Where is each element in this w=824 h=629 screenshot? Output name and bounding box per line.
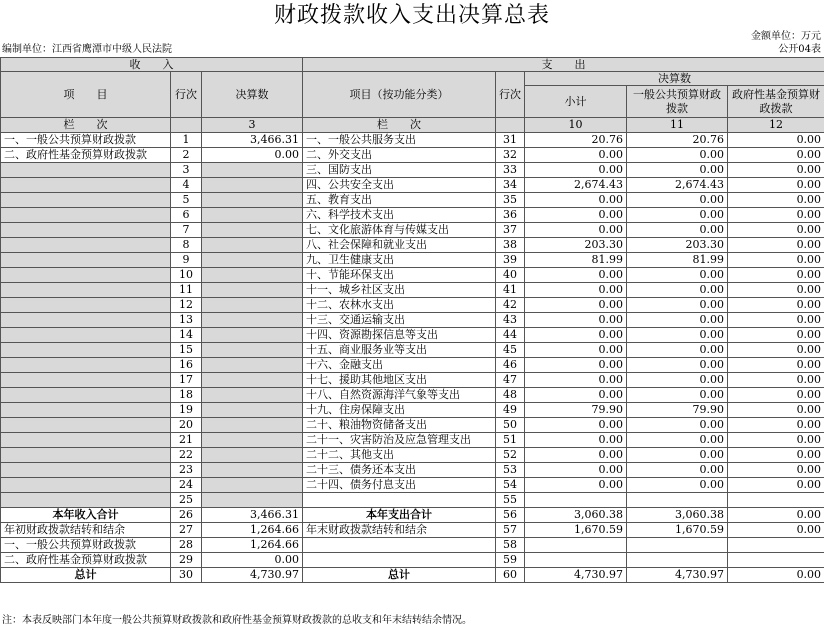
- general-budget-cell: 0.00: [627, 163, 728, 178]
- table-row: [1, 208, 824, 223]
- income-item-cell: [1, 283, 171, 298]
- income-amount-cell: 1,264.66: [202, 538, 303, 553]
- general-budget-cell: [627, 538, 728, 553]
- gov-fund-cell: 0.00: [728, 568, 824, 583]
- col-11-label: 11: [627, 118, 728, 133]
- income-line-cell: 3: [171, 163, 202, 178]
- income-item-cell: 一、一般公共预算财政拨款: [1, 538, 171, 553]
- income-line-cell: 12: [171, 298, 202, 313]
- col-10-label: 10: [525, 118, 627, 133]
- income-item-cell: 一、一般公共预算财政拨款: [1, 133, 171, 148]
- expense-line-cell: 36: [496, 208, 525, 223]
- income-amount-cell: [202, 358, 303, 373]
- gov-fund-cell: 0.00: [728, 508, 824, 523]
- subtotal-cell: 0.00: [525, 283, 627, 298]
- table-row: [1, 283, 824, 298]
- table-row: [1, 328, 824, 343]
- expense-line-cell: 40: [496, 268, 525, 283]
- income-amount-cell: [202, 388, 303, 403]
- expense-line-cell: 45: [496, 343, 525, 358]
- general-budget-cell: 0.00: [627, 373, 728, 388]
- table-row: [1, 178, 824, 193]
- general-budget-cell: 0.00: [627, 463, 728, 478]
- expense-item-cell: 二十四、债务付息支出: [303, 478, 496, 493]
- income-amount-cell: 1,264.66: [202, 523, 303, 538]
- income-amount-cell: [202, 493, 303, 508]
- table-row: [1, 493, 824, 508]
- expense-item-cell: [303, 553, 496, 568]
- table-row: [1, 223, 824, 238]
- table-row: [1, 433, 824, 448]
- expense-line-header: 行次: [496, 72, 525, 118]
- subtotal-cell: 0.00: [525, 148, 627, 163]
- general-budget-cell: 0.00: [627, 298, 728, 313]
- income-line-cell: 8: [171, 238, 202, 253]
- subtotal-cell: 0.00: [525, 358, 627, 373]
- subtotal-cell: 0.00: [525, 208, 627, 223]
- subtotal-cell: 0.00: [525, 373, 627, 388]
- income-line-cell: 15: [171, 343, 202, 358]
- expense-line-cell: 60: [496, 568, 525, 583]
- table-row: [1, 163, 824, 178]
- income-amount-cell: [202, 253, 303, 268]
- expense-item-cell: 十、节能环保支出: [303, 268, 496, 283]
- gov-fund-cell: 0.00: [728, 388, 824, 403]
- income-line-cell: 10: [171, 268, 202, 283]
- gov-fund-cell: 0.00: [728, 343, 824, 358]
- expense-item-cell: 本年支出合计: [303, 508, 496, 523]
- gov-fund-cell: [728, 538, 824, 553]
- table-row: [1, 553, 824, 568]
- expense-item-cell: 九、卫生健康支出: [303, 253, 496, 268]
- table-row: [1, 268, 824, 283]
- gov-fund-cell: 0.00: [728, 313, 824, 328]
- income-amount-header: 决算数: [202, 72, 303, 118]
- subtotal-cell: 79.90: [525, 403, 627, 418]
- subtotal-cell: [525, 538, 627, 553]
- gov-fund-cell: 0.00: [728, 418, 824, 433]
- income-item-cell: [1, 193, 171, 208]
- expense-line-cell: 39: [496, 253, 525, 268]
- expense-line-cell: 41: [496, 283, 525, 298]
- general-budget-cell: 0.00: [627, 283, 728, 298]
- income-amount-cell: [202, 313, 303, 328]
- general-budget-cell: 0.00: [627, 313, 728, 328]
- gov-fund-cell: [728, 493, 824, 508]
- expense-item-header: 项目（按功能分类）: [303, 72, 496, 118]
- table-row: [1, 508, 824, 523]
- general-budget-cell: 4,730.97: [627, 568, 728, 583]
- expense-item-cell: 二十一、灾害防治及应急管理支出: [303, 433, 496, 448]
- gov-fund-cell: 0.00: [728, 403, 824, 418]
- income-amount-cell: [202, 208, 303, 223]
- income-item-cell: [1, 448, 171, 463]
- table-row: [1, 148, 824, 163]
- subtotal-header: 小计: [525, 86, 627, 118]
- gov-fund-cell: 0.00: [728, 523, 824, 538]
- gov-fund-cell: 0.00: [728, 478, 824, 493]
- expense-item-cell: 十六、金融支出: [303, 358, 496, 373]
- income-amount-cell: 0.00: [202, 148, 303, 163]
- gov-fund-cell: 0.00: [728, 448, 824, 463]
- income-amount-cell: [202, 193, 303, 208]
- table-row: [1, 358, 824, 373]
- expense-line-cell: 49: [496, 403, 525, 418]
- gov-fund-cell: 0.00: [728, 193, 824, 208]
- income-amount-cell: [202, 478, 303, 493]
- income-item-cell: [1, 403, 171, 418]
- gov-fund-header: 政府性基金预算财政拨款: [728, 86, 824, 118]
- general-budget-cell: [627, 493, 728, 508]
- income-amount-cell: [202, 283, 303, 298]
- gov-fund-cell: 0.00: [728, 463, 824, 478]
- table-row: [1, 193, 824, 208]
- income-amount-cell: [202, 238, 303, 253]
- subtotal-cell: 0.00: [525, 328, 627, 343]
- table-row: [1, 388, 824, 403]
- income-item-cell: [1, 433, 171, 448]
- general-budget-cell: 0.00: [627, 343, 728, 358]
- expense-item-cell: 二十二、其他支出: [303, 448, 496, 463]
- general-budget-cell: 0.00: [627, 358, 728, 373]
- income-line-cell: 19: [171, 403, 202, 418]
- income-item-cell: [1, 463, 171, 478]
- income-item-cell: [1, 268, 171, 283]
- subtotal-cell: 4,730.97: [525, 568, 627, 583]
- expense-line-cell: 55: [496, 493, 525, 508]
- income-item-cell: 本年收入合计: [1, 508, 171, 523]
- expense-item-cell: 五、教育支出: [303, 193, 496, 208]
- gov-fund-cell: 0.00: [728, 328, 824, 343]
- gov-fund-cell: 0.00: [728, 283, 824, 298]
- income-amount-cell: [202, 163, 303, 178]
- expense-item-cell: [303, 493, 496, 508]
- income-line-header: 行次: [171, 72, 202, 118]
- income-item-cell: 年初财政拨款结转和结余: [1, 523, 171, 538]
- subtotal-cell: 0.00: [525, 313, 627, 328]
- income-line-cell: 11: [171, 283, 202, 298]
- income-line-cell: 6: [171, 208, 202, 223]
- gov-fund-cell: 0.00: [728, 163, 824, 178]
- expense-line-cell: 33: [496, 163, 525, 178]
- gov-fund-cell: 0.00: [728, 433, 824, 448]
- table-row: [1, 373, 824, 388]
- expense-line-cell: 42: [496, 298, 525, 313]
- subtotal-cell: 0.00: [525, 463, 627, 478]
- income-item-cell: [1, 328, 171, 343]
- expense-line-cell: 35: [496, 193, 525, 208]
- table-row: [1, 523, 824, 538]
- income-item-cell: 二、政府性基金预算财政拨款: [1, 148, 171, 163]
- expense-item-cell: 十七、援助其他地区支出: [303, 373, 496, 388]
- table-row: [1, 343, 824, 358]
- income-item-cell: [1, 253, 171, 268]
- expense-line-cell: 34: [496, 178, 525, 193]
- table-row: [1, 238, 824, 253]
- income-line-cell: 17: [171, 373, 202, 388]
- expense-section-header: 支 出: [303, 58, 824, 72]
- general-budget-cell: 0.00: [627, 418, 728, 433]
- income-line-cell: 30: [171, 568, 202, 583]
- subtotal-cell: 0.00: [525, 388, 627, 403]
- income-amount-cell: [202, 298, 303, 313]
- gov-fund-cell: 0.00: [728, 373, 824, 388]
- income-amount-cell: [202, 178, 303, 193]
- income-line-cell: 29: [171, 553, 202, 568]
- income-item-cell: [1, 208, 171, 223]
- subtotal-cell: 20.76: [525, 133, 627, 148]
- income-line-cell: 2: [171, 148, 202, 163]
- gov-fund-cell: 0.00: [728, 268, 824, 283]
- income-amount-cell: 3,466.31: [202, 508, 303, 523]
- general-budget-cell: 0.00: [627, 478, 728, 493]
- general-budget-cell: 3,060.38: [627, 508, 728, 523]
- amount-unit: 金额单位：万元: [751, 31, 821, 42]
- table-row: [1, 253, 824, 268]
- gov-fund-cell: 0.00: [728, 208, 824, 223]
- table-row: [1, 478, 824, 493]
- gov-fund-cell: 0.00: [728, 223, 824, 238]
- subtotal-cell: 0.00: [525, 478, 627, 493]
- income-section-header: 收 入: [1, 58, 303, 72]
- income-amount-cell: [202, 433, 303, 448]
- footnote: 注：本表反映部门本年度一般公共预算财政拨款和政府性基金预算财政拨款的总收支和年末结转结余情况。: [2, 615, 472, 626]
- income-item-cell: [1, 298, 171, 313]
- general-budget-cell: 2,674.43: [627, 178, 728, 193]
- gov-fund-cell: 0.00: [728, 238, 824, 253]
- gov-fund-cell: 0.00: [728, 178, 824, 193]
- general-budget-cell: 20.76: [627, 133, 728, 148]
- income-item-cell: [1, 163, 171, 178]
- expense-line-cell: 31: [496, 133, 525, 148]
- income-line-cell: 21: [171, 433, 202, 448]
- gov-fund-cell: 0.00: [728, 133, 824, 148]
- expense-item-cell: 四、公共安全支出: [303, 178, 496, 193]
- form-code: 公开04表: [778, 44, 821, 55]
- income-amount-cell: [202, 328, 303, 343]
- income-col-label: 栏 次: [1, 118, 171, 133]
- table-row: [1, 448, 824, 463]
- expense-item-cell: 总计: [303, 568, 496, 583]
- gov-fund-cell: 0.00: [728, 358, 824, 373]
- general-budget-cell: 0.00: [627, 148, 728, 163]
- expense-line-cell: 56: [496, 508, 525, 523]
- general-budget-cell: 81.99: [627, 253, 728, 268]
- income-item-cell: [1, 223, 171, 238]
- income-line-cell: 1: [171, 133, 202, 148]
- income-item-cell: [1, 313, 171, 328]
- expense-line-cell: 37: [496, 223, 525, 238]
- subtotal-cell: [525, 493, 627, 508]
- table-row: [1, 133, 824, 148]
- income-item-cell: [1, 493, 171, 508]
- income-amount-cell: [202, 448, 303, 463]
- income-line-cell: 27: [171, 523, 202, 538]
- col-3-label: 3: [202, 118, 303, 133]
- expense-item-cell: 十九、住房保障支出: [303, 403, 496, 418]
- final-amount-header: 决算数: [525, 72, 824, 86]
- income-amount-cell: [202, 373, 303, 388]
- income-item-cell: [1, 358, 171, 373]
- table-row: [1, 298, 824, 313]
- general-budget-cell: 0.00: [627, 388, 728, 403]
- expense-item-cell: 十四、资源勘探信息等支出: [303, 328, 496, 343]
- subtotal-cell: [525, 553, 627, 568]
- expense-item-cell: 六、科学技术支出: [303, 208, 496, 223]
- subtotal-cell: 81.99: [525, 253, 627, 268]
- income-amount-cell: [202, 223, 303, 238]
- subtotal-cell: 2,674.43: [525, 178, 627, 193]
- income-amount-cell: [202, 343, 303, 358]
- expense-item-cell: [303, 538, 496, 553]
- general-budget-cell: 203.30: [627, 238, 728, 253]
- subtotal-cell: 0.00: [525, 223, 627, 238]
- expense-item-cell: 二十三、债务还本支出: [303, 463, 496, 478]
- income-item-cell: [1, 343, 171, 358]
- expense-item-cell: 一、一般公共服务支出: [303, 133, 496, 148]
- expense-line-cell: 47: [496, 373, 525, 388]
- general-budget-cell: 79.90: [627, 403, 728, 418]
- income-amount-cell: [202, 403, 303, 418]
- subtotal-cell: 0.00: [525, 298, 627, 313]
- income-amount-cell: [202, 463, 303, 478]
- income-line-cell: 18: [171, 388, 202, 403]
- income-line-cell: 9: [171, 253, 202, 268]
- expense-line-cell: 46: [496, 358, 525, 373]
- table-row: [1, 538, 824, 553]
- subtotal-cell: 0.00: [525, 433, 627, 448]
- table-row: [1, 568, 824, 583]
- general-budget-header: 一般公共预算财政拨款: [627, 86, 728, 118]
- income-item-header: 项 目: [1, 72, 171, 118]
- final-accounts-table: [0, 57, 824, 583]
- income-item-cell: 二、政府性基金预算财政拨款: [1, 553, 171, 568]
- expense-item-cell: 十五、商业服务业等支出: [303, 343, 496, 358]
- expense-line-cell: 53: [496, 463, 525, 478]
- expense-line-cell: 32: [496, 148, 525, 163]
- income-line-cell: 7: [171, 223, 202, 238]
- subtotal-cell: 0.00: [525, 193, 627, 208]
- expense-item-cell: 二、外交支出: [303, 148, 496, 163]
- income-item-cell: [1, 478, 171, 493]
- general-budget-cell: 0.00: [627, 448, 728, 463]
- expense-line-cell: 44: [496, 328, 525, 343]
- income-line-cell: 28: [171, 538, 202, 553]
- income-line-cell: 22: [171, 448, 202, 463]
- subtotal-cell: 0.00: [525, 163, 627, 178]
- subtotal-cell: 0.00: [525, 448, 627, 463]
- table-row: [1, 418, 824, 433]
- expense-col-label: 栏 次: [303, 118, 496, 133]
- subtotal-cell: 203.30: [525, 238, 627, 253]
- expense-item-cell: 年末财政拨款结转和结余: [303, 523, 496, 538]
- expense-line-cell: 51: [496, 433, 525, 448]
- subtotal-cell: 3,060.38: [525, 508, 627, 523]
- expense-line-cell: 43: [496, 313, 525, 328]
- general-budget-cell: 0.00: [627, 208, 728, 223]
- expense-item-cell: 八、社会保障和就业支出: [303, 238, 496, 253]
- gov-fund-cell: 0.00: [728, 298, 824, 313]
- general-budget-cell: 0.00: [627, 433, 728, 448]
- income-line-cell: 25: [171, 493, 202, 508]
- expense-item-cell: 十二、农林水支出: [303, 298, 496, 313]
- expense-line-cell: 50: [496, 418, 525, 433]
- general-budget-cell: 1,670.59: [627, 523, 728, 538]
- income-amount-cell: [202, 268, 303, 283]
- income-line-cell: 5: [171, 193, 202, 208]
- general-budget-cell: 0.00: [627, 268, 728, 283]
- subtotal-cell: 0.00: [525, 343, 627, 358]
- report-title: 财政拨款收入支出决算总表: [273, 3, 550, 28]
- expense-item-cell: 十一、城乡社区支出: [303, 283, 496, 298]
- expense-item-cell: 三、国防支出: [303, 163, 496, 178]
- expense-item-cell: 十八、自然资源海洋气象等支出: [303, 388, 496, 403]
- gov-fund-cell: 0.00: [728, 148, 824, 163]
- gov-fund-cell: 0.00: [728, 253, 824, 268]
- table-row: [1, 463, 824, 478]
- income-line-cell: 16: [171, 358, 202, 373]
- income-line-cell: 23: [171, 463, 202, 478]
- general-budget-cell: 0.00: [627, 223, 728, 238]
- expense-item-cell: 七、文化旅游体育与传媒支出: [303, 223, 496, 238]
- reporting-org: 编制单位：江西省鹰潭市中级人民法院: [2, 44, 172, 55]
- general-budget-cell: 0.00: [627, 193, 728, 208]
- table-row: [1, 403, 824, 418]
- income-item-cell: [1, 418, 171, 433]
- expense-item-cell: 十三、交通运输支出: [303, 313, 496, 328]
- income-item-cell: [1, 238, 171, 253]
- expense-line-cell: 52: [496, 448, 525, 463]
- general-budget-cell: 0.00: [627, 328, 728, 343]
- subtotal-cell: 1,670.59: [525, 523, 627, 538]
- subtotal-cell: 0.00: [525, 418, 627, 433]
- expense-line-cell: 38: [496, 238, 525, 253]
- income-amount-cell: 0.00: [202, 553, 303, 568]
- income-amount-cell: [202, 418, 303, 433]
- income-line-cell: 4: [171, 178, 202, 193]
- expense-item-cell: 二十、粮油物资储备支出: [303, 418, 496, 433]
- income-line-cell: 20: [171, 418, 202, 433]
- col-12-label: 12: [728, 118, 824, 133]
- general-budget-cell: [627, 553, 728, 568]
- income-amount-cell: 3,466.31: [202, 133, 303, 148]
- income-item-cell: [1, 388, 171, 403]
- income-amount-cell: 4,730.97: [202, 568, 303, 583]
- expense-line-cell: 48: [496, 388, 525, 403]
- income-line-cell: 26: [171, 508, 202, 523]
- income-item-cell: [1, 178, 171, 193]
- income-line-cell: 24: [171, 478, 202, 493]
- subtotal-cell: 0.00: [525, 268, 627, 283]
- income-line-cell: 13: [171, 313, 202, 328]
- expense-line-cell: 54: [496, 478, 525, 493]
- expense-line-cell: 57: [496, 523, 525, 538]
- gov-fund-cell: [728, 553, 824, 568]
- table-row: [1, 313, 824, 328]
- income-item-cell: [1, 373, 171, 388]
- expense-line-cell: 58: [496, 538, 525, 553]
- expense-line-cell: 59: [496, 553, 525, 568]
- income-item-cell: 总计: [1, 568, 171, 583]
- income-line-cell: 14: [171, 328, 202, 343]
